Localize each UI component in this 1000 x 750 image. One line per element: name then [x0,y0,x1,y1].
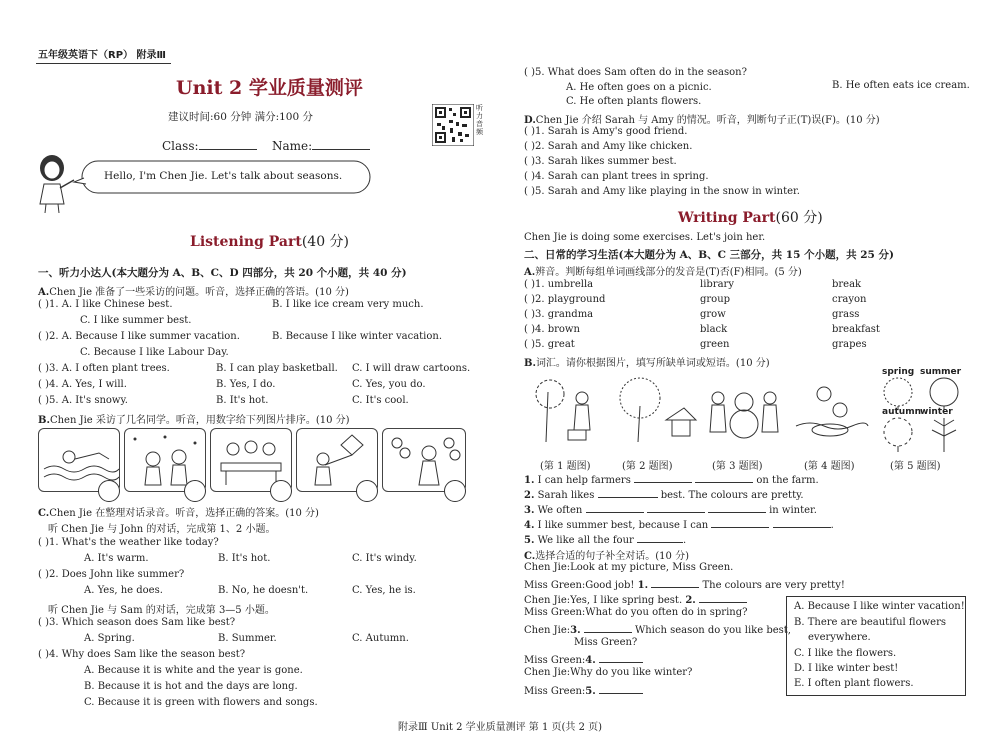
phonics-row[interactable]: ( )2. playground [524,294,606,305]
phonics-word-3: grass [832,309,860,320]
lc-q2-c: C. Yes, he is. [352,585,416,596]
la-q3-b: B. I can play basketball. [216,363,338,374]
figure-caption: (第 3 题图) [712,461,763,472]
phonics-row[interactable]: ( )4. brown [524,324,580,335]
phonics-word-3: break [832,279,862,290]
order-answer-circle[interactable] [184,480,206,502]
chen-jie-illustration [30,152,78,214]
lc-q4-a: A. Because it is white and the year is gone. [84,665,303,676]
name-label: Name: [272,139,313,153]
listening-section-heading: 一、听力小达人(本大题分为 A、B、C、D 四部分，共 20 个小题，共 40 分) [38,267,407,279]
phonics-word-3: breakfast [832,324,880,335]
la-q4-b: B. Yes, I do. [216,379,276,390]
vocab-q3[interactable]: 3. We often in winter. [524,502,817,516]
season-label-autumn: autumn [882,407,921,417]
writing-intro: Chen Jie is doing some exercises. Let's join her. [524,232,766,243]
phonics-word-2: library [700,279,734,290]
lc-q3[interactable]: ( )3. Which season does Sam like best? [38,617,236,628]
phonics-word-2: group [700,294,731,305]
lc-q5-c: C. He often plants flowers. [566,96,702,107]
dialogue-line-cont: Miss Green? [574,637,638,648]
la-q5-b: B. It's hot. [216,395,269,406]
lc-q5[interactable]: ( )5. What does Sam often do in the season? [524,67,747,78]
vocab-q5[interactable]: 5. We like all the four . [524,532,686,546]
writing-part-title: Writing Part(60 分) [678,210,823,226]
lc-q3-c: C. Autumn. [352,633,409,644]
la-q5[interactable]: ( )5. A. It's snowy. [38,395,128,406]
listening-b-instruction: B.Chen Jie 采访了几名同学。听音，用数字给下列图片排序。(10 分) [38,415,350,426]
phonics-word-2: grow [700,309,726,320]
order-answer-circle[interactable] [444,480,466,502]
lc-q4[interactable]: ( )4. Why does Sam like the season best? [38,649,246,660]
order-answer-circle[interactable] [98,480,120,502]
phonics-row[interactable]: ( )1. umbrella [524,279,594,290]
header-rule [36,63,171,64]
la-q1-c: C. I like summer best. [80,315,192,326]
option-b: B. There are beautiful flowers [794,617,946,628]
phonics-word-2: black [700,324,728,335]
dialogue-line[interactable]: Chen Jie:3. Which season do you like best, [524,622,791,636]
dialogue-line[interactable]: Miss Green:5. [524,683,643,697]
ld-item[interactable]: ( )1. Sarah is Amy's good friend. [524,126,688,137]
season-label-winter: winter [920,407,953,417]
option-b-cont: everywhere. [808,632,871,643]
lc-q1[interactable]: ( )1. What's the weather like today? [38,537,219,548]
dialogue-line: Miss Green:What do you often do in spring? [524,607,748,618]
la-q2-c: C. Because I like Labour Day. [80,347,229,358]
la-q1-b: B. I like ice cream very much. [272,299,424,310]
qr-code-icon[interactable] [432,104,474,146]
writing-a-instruction: A.辨音。判断每组单词画线部分的发音是(T)否(F)相同。(5 分) [524,267,802,278]
la-q5-c: C. It's cool. [352,395,409,406]
lc-q2-b: B. No, he doesn't. [218,585,309,596]
la-q4[interactable]: ( )4. A. Yes, I will. [38,379,127,390]
dialogue-line: Chen Jie:Why do you like winter? [524,667,693,678]
order-answer-circle[interactable] [356,480,378,502]
dialogue-2-note: 听 Chen Jie 与 Sam 的对话，完成第 3—5 小题。 [48,605,275,616]
writing-b-instruction: B.词汇。请你根据图片，填写所缺单词或短语。(10 分) [524,358,770,369]
dialogue-line: Chen Jie:Look at my picture, Miss Green. [524,562,734,573]
la-q2-b: B. Because I like winter vacation. [272,331,443,342]
figure-caption: (第 1 题图) [540,461,591,472]
la-q3-c: C. I will draw cartoons. [352,363,471,374]
picture-snowman [704,372,784,448]
dialogue-1-note: 听 Chen Jie 与 John 的对话，完成第 1、2 小题。 [48,524,276,535]
la-q4-c: C. Yes, you do. [352,379,426,390]
figure-caption: (第 2 题图) [622,461,673,472]
figure-caption: (第 5 题图) [890,461,941,472]
class-field[interactable] [162,137,257,153]
phonics-row[interactable]: ( )5. great [524,339,575,350]
order-answer-circle[interactable] [270,480,292,502]
option-c: C. I like the flowers. [794,648,897,659]
lc-q1-b: B. It's hot. [218,553,271,564]
vocab-q2[interactable]: 2. Sarah likes best. The colours are pretty. [524,487,804,501]
page-title: Unit 2 学业质量测评 [176,77,363,99]
time-score-info: 建议时间:60 分钟 满分:100 分 [168,111,313,123]
lc-q2[interactable]: ( )2. Does John like summer? [38,569,185,580]
ld-item[interactable]: ( )2. Sarah and Amy like chicken. [524,141,693,152]
la-q3[interactable]: ( )3. A. I often plant trees. [38,363,170,374]
season-label-summer: summer [920,367,962,377]
header-label: 五年级英语下（RP） 附录Ⅲ [38,50,166,61]
ld-item[interactable]: ( )4. Sarah can plant trees in spring. [524,171,709,182]
dialogue-line[interactable]: Miss Green:4. [524,652,643,666]
ld-item[interactable]: ( )5. Sarah and Amy like playing in the snow in winter. [524,186,800,197]
phonics-row[interactable]: ( )3. grandma [524,309,594,320]
name-field[interactable] [272,137,370,153]
writing-c-instruction: C.选择合适的句子补全对话。(10 分) [524,551,689,562]
phonics-word-3: grapes [832,339,867,350]
dialogue-line[interactable]: Chen Jie:Yes, I like spring best. 2. [524,592,747,606]
season-label-spring: spring [882,367,915,377]
lc-q2-a: A. Yes, he does. [84,585,163,596]
phonics-word-3: crayon [832,294,867,305]
writing-section-heading: 二、日常的学习生活(本大题分为 A、B、C 三部分，共 15 个小题，共 25 分) [524,249,894,261]
figure-caption: (第 4 题图) [804,461,855,472]
phonics-word-2: green [700,339,730,350]
vocab-q1[interactable]: 1. I can help farmers on the farm. [524,472,819,486]
listening-d-instruction: D.Chen Jie 介绍 Sarah 与 Amy 的情况。听音，判断句子正(T)误(F)。(10 分) [524,115,880,126]
vocab-q4[interactable]: 4. I like summer best, because I can . [524,517,834,531]
picture-autumn-tree [612,372,700,448]
la-q2[interactable]: ( )2. A. Because I like summer vacation. [38,331,240,342]
class-label: Class: [162,139,199,153]
lc-q5-a: A. He often goes on a picnic. [566,82,712,93]
lc-q5-b: B. He often eats ice cream. [832,80,970,91]
lc-q4-b: B. Because it is hot and the days are long. [84,681,298,692]
dialogue-line[interactable]: Miss Green:Good job! 1. The colours are very pretty! [524,577,845,591]
option-a: A. Because I like winter vacation! [794,601,965,612]
ld-item[interactable]: ( )3. Sarah likes summer best. [524,156,677,167]
page-footer: 附录Ⅲ Unit 2 学业质量测评 第 1 页(共 2 页) [398,722,603,733]
listening-c-instruction: C.Chen Jie 在整理对话录音。听音，选择正确的答案。(10 分) [38,508,319,519]
option-d: D. I like winter best! [794,663,899,674]
picture-swimming-kids [790,372,870,448]
greeting-text: Hello, I'm Chen Jie. Let's talk about seasons. [104,170,343,182]
picture-fruit-picking [526,372,606,448]
lc-q4-c: C. Because it is green with flowers and songs. [84,697,318,708]
listening-part-title: Listening Part(40 分) [190,234,350,250]
lc-q3-b: B. Summer. [218,633,277,644]
listening-a-instruction: A.Chen Jie 准备了一些采访的问题。听音，选择正确的答语。(10 分) [38,287,349,298]
lc-q3-a: A. Spring. [84,633,135,644]
lc-q1-c: C. It's windy. [352,553,417,564]
lc-q1-a: A. It's warm. [84,553,149,564]
qr-caption: 听力音频 [476,104,483,136]
la-q1[interactable]: ( )1. A. I like Chinese best. [38,299,173,310]
option-e: E. I often plant flowers. [794,678,914,689]
